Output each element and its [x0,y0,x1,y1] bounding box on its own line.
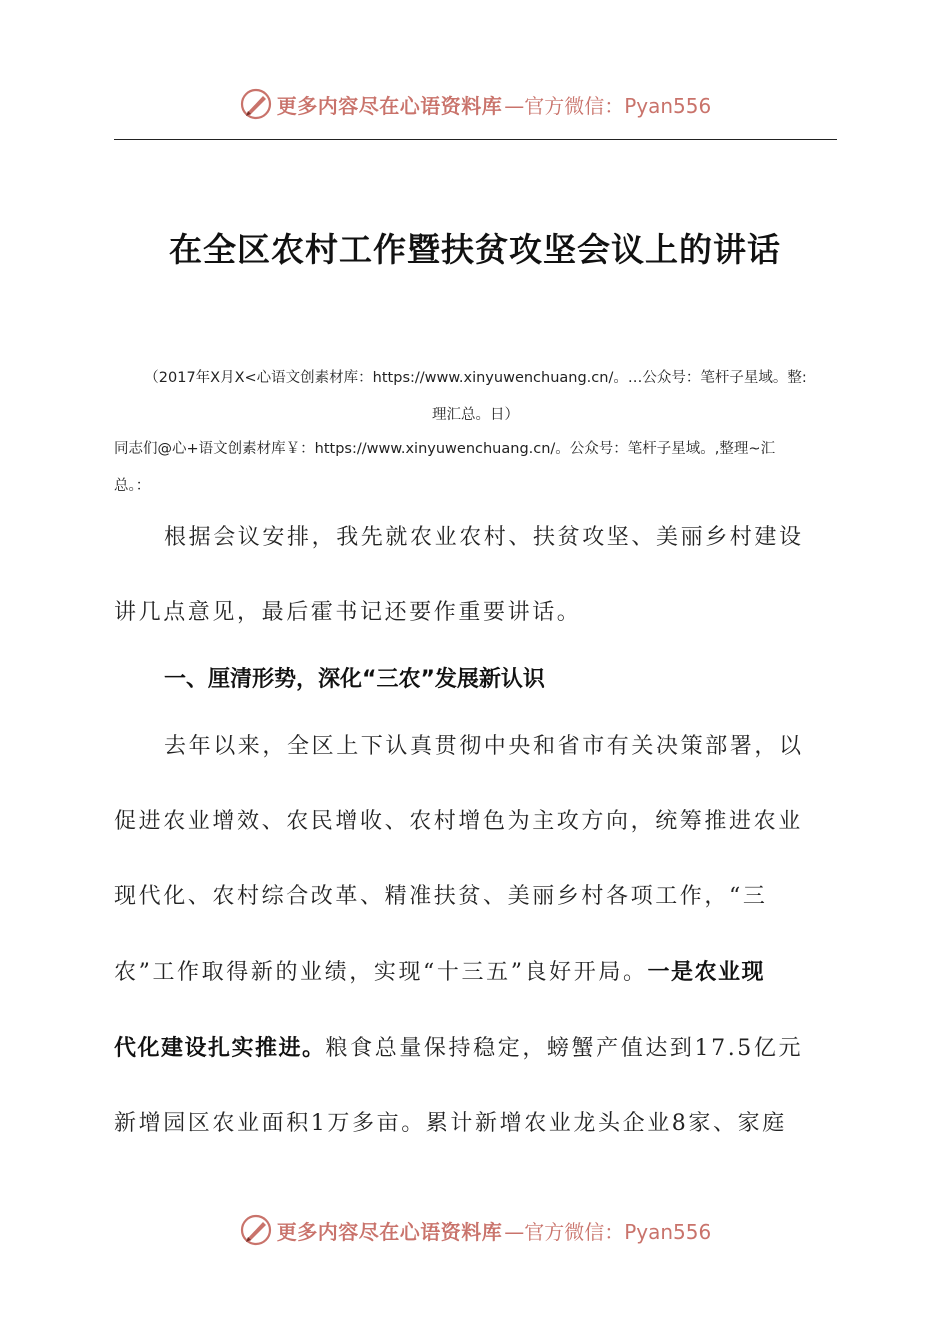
footer-banner-text: 更多内容尽在心语资料库 [276,1219,503,1244]
meta-line-3: 同志们@心+语文创素材库￥：https://www.xinyuwenchuang.cn/。公众号：笔杆子星域。,整理~汇 [114,441,776,457]
meta-line-1: （2017年X月X<心语文创素材库：https://www.xinyuwenchuang.cn/。…公众号：笔杆子星域。整: [144,370,807,386]
document-title: 在全区农村工作暨扶贫攻坚会议上的讲话 [169,230,781,269]
footer-banner [0,1210,950,1250]
header-banner-text: 更多内容尽在心语资料库 [276,93,503,118]
section-heading-1: 一、厘清形势，深化“三农”发展新认识 [164,667,545,692]
footer-banner-sub: —官方微信：Pyan556 [504,1219,712,1244]
highlight-point-1-end: 代化建设扎实推进。 [114,1036,326,1061]
paragraph-2-line-4 [114,955,837,986]
pen-logo-icon [239,87,273,121]
header-banner-sub: —官方微信：Pyan556 [504,93,712,118]
pen-logo-icon [239,1213,273,1247]
meta-line-4: 总。： [114,478,151,494]
header-banner [0,84,950,124]
paragraph-1-line-2: 讲几点意见，最后霍书记还要作重要讲话。 [114,600,582,625]
meta-line-2: 理汇总。日） [432,407,519,423]
highlight-point-1-start: 一是农业现 [647,960,766,985]
paragraph-2-line-1: 去年以来，全区上下认真贯彻中央和省市有关决策部署，以 [164,734,804,759]
paragraph-2-line-3: 现代化、农村综合改革、精准扶贫、美丽乡村各项工作，“三 [114,884,768,909]
paragraph-2-line-6: 新增园区农业面积1万多亩。累计新增农业龙头企业8家、家庭 [114,1111,787,1136]
header-divider [114,139,837,140]
paragraph-2-line-5-text: 粮食总量保持稳定，螃蟹产值达到17.5亿元 [325,1036,804,1061]
paragraph-2-line-5 [114,1031,837,1062]
paragraph-1-line-1: 根据会议安排，我先就农业农村、扶贫攻坚、美丽乡村建设 [164,525,804,550]
paragraph-2-line-4-text: 农”工作取得新的业绩，实现“十三五”良好开局。 [114,960,648,985]
paragraph-2-line-2: 促进农业增效、农民增收、农村增色为主攻方向，统筹推进农业 [114,809,803,834]
